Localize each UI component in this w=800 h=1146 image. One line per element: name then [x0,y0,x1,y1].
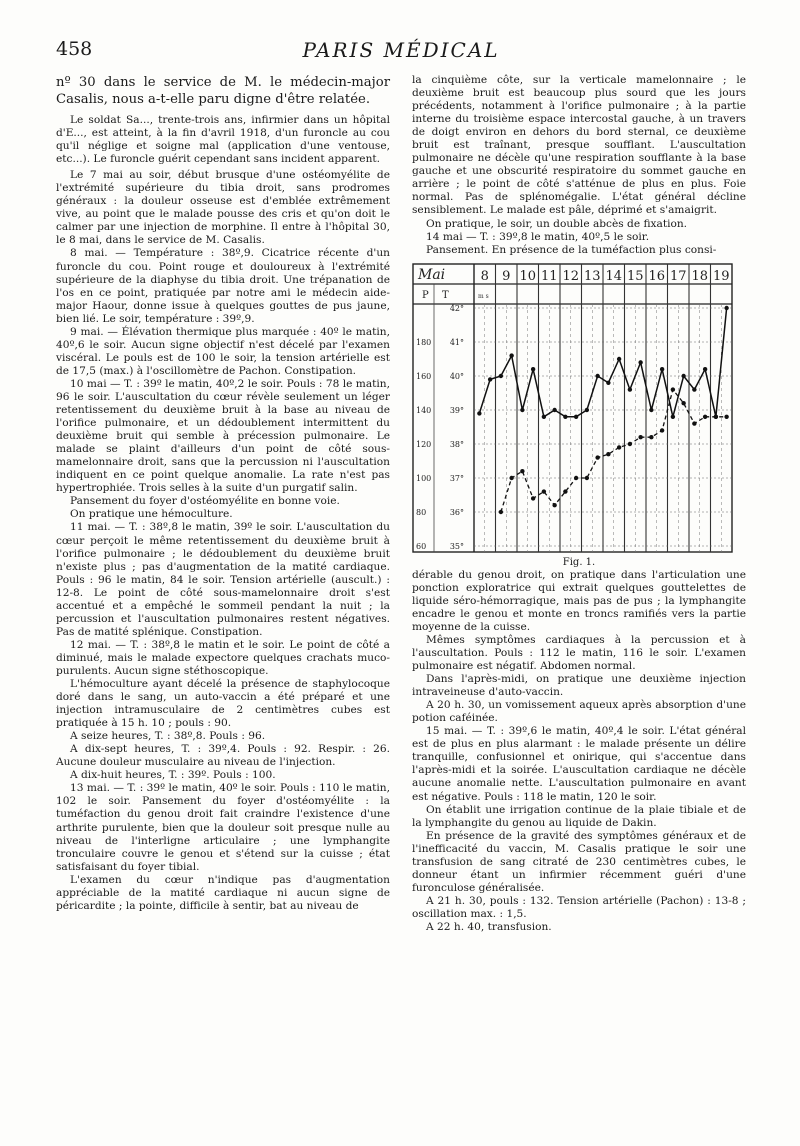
paragraph: nº 30 dans le service de M. le médecin-major Casalis, nous a-t-elle paru digne d'être relatée. [56,75,390,107]
paragraph: A 21 h. 30, pouls : 132. Tension artérielle (Pachon) : 13-8 ; oscillation max. : 1,5. [412,894,746,920]
paragraph: dérable du genou droit, on pratique dans l'articulation une ponction exploratrice qui extrait quelques gouttelettes de liquide séro-hémorragique, mais pas de pus ; la lymphangite encadre le genou et monte en troncs ramifiés vers la partie moyenne de la cuisse. [412,568,746,633]
paragraph: En présence de la gravité des symptômes généraux et de l'inefficacité du vaccin, M. Casalis pratique le soir une transfusion de sang citraté de 230 centimètres cubes, le donneur étant un infirmier récemment guéri d'une furonculose généralisée. [412,829,746,894]
left-column [56,74,390,913]
figure-caption: Fig. 1. [562,556,596,568]
day-label: 8 [480,268,489,284]
paragraph: A dix-huit heures, T. : 39º. Pouls : 100. [70,769,276,782]
temperature-tick-label: 36° [449,507,464,517]
paragraph: 11 mai. — T. : 38º,8 le matin, 39º le soir. L'auscultation du cœur perçoit le même retentissement du deuxième bruit à l'orifice pulmonaire ; le dédoublement du deuxième bruit n'existe plus ; pas d'augmentation de la matité cardiaque. Pouls : 96 le matin, 84 le soir. Tension artérielle (auscult.) : 12-8. Le point de côté sous-mamelonnaire droit s'est accentué et a empêché le sommeil pendant la nuit ; la percussion et l'auscultation pulmonaires restent négatives. Pas de matité splénique. Constipation. [56,521,390,638]
paragraph: Dans l'après-midi, on pratique une deuxième injection intraveineuse d'auto-vaccin. [412,673,746,699]
paragraph: la cinquième côte, sur la verticale mamelonnaire ; le deuxième bruit est beaucoup plus sourd que les jours précédents, notamment à l'orifice pulmonaire ; à la partie interne du troisième espace intercostal gauche, à un travers de doigt environ en dehors du bord sternal, ce deuxième bruit est traînant, presque soufflant. L'auscultation pulmonaire ne décèle qu'une respiration soufflante à la base gauche et une obscurité respiratoire du sommet gauche en arrière ; le point de côté s'atténue de plus en plus. Foie normal. Pas de splénomégalie. L'état général décline sensiblement. Le malade est pâle, déprimé et s'amaigrit. [412,74,746,217]
temperature-tick-label: 40° [449,371,464,381]
paragraph: 13 mai. — T. : 39º le matin, 40º le soir. Pouls : 110 le matin, 102 le soir. Pansement du foyer d'ostéomyélite : la tuméfaction du genou droit fait craindre l'existence d'une arthrite purulente, bien que la douleur soit presque nulle au niveau de l'interligne articulaire ; une lymphangite tronculaire couvre le genou et s'étend sur la cuisse ; état satisfaisant du foyer tibial. [56,782,390,873]
data-point [692,421,696,425]
paragraph: A 22 h. 40, transfusion. [426,920,552,933]
day-label: 11 [540,268,558,284]
paragraph: Pansement du foyer d'ostéomyélite en bonne voie. [70,495,340,508]
day-label: 18 [691,268,709,284]
data-point [606,452,610,456]
paragraph: Le 7 mai au soir, début brusque d'une ostéomyélite de l'extrémité supérieure du tibia droit, sans prodromes généraux : la douleur osseuse est d'emblée extrêmement vive, au point que le malade pousse des cris et qu'on doit le calmer par une injection de morphine. Il entre à l'hôpital 30, le 8 mai, dans le service de M. Casalis. [56,169,390,247]
pulse-tick-label: 160 [416,371,432,381]
data-point [520,469,524,473]
day-label: 9 [502,268,511,284]
data-point [585,407,589,411]
data-point [531,496,535,500]
day-label: 15 [626,268,644,284]
day-label: 12 [562,268,580,284]
temperature-tick-label: 35° [449,541,464,551]
data-point [649,435,653,439]
chart-header-label: Mai [418,266,446,283]
data-point [649,407,653,411]
data-point [563,414,567,418]
day-label: 14 [605,268,623,284]
data-point [724,305,728,309]
data-point [488,377,492,381]
data-point [703,367,707,371]
data-point [606,380,610,384]
data-point [692,387,696,391]
pulse-tick-label: 80 [416,507,427,517]
journal-title: PARIS MÉDICAL [302,38,500,62]
temperature-chart [412,262,746,554]
data-point [520,407,524,411]
data-point [531,367,535,371]
data-point [617,356,621,360]
paragraph: On établit une irrigation continue de la plaie tibiale et de la lymphangite du genou au liquide de Dakin. [412,803,746,829]
data-point [671,387,675,391]
data-point [509,353,513,357]
paragraph: Mêmes symptômes cardiaques à la percussion et à l'auscultation. Pouls : 112 le matin, 116 le soir. L'examen pulmonaire est négatif. Abdomen normal. [412,633,746,673]
temperature-tick-label: 38° [449,439,464,449]
temperature-tick-label: 39° [449,405,464,415]
paragraph: 10 mai — T. : 39º le matin, 40º,2 le soir. Pouls : 78 le matin, 96 le soir. L'auscultation du cœur révèle seulement un léger retentissement du deuxième bruit à la base au niveau de l'orifice pulmonaire, et un dédoublement intermittent du deuxième bruit qui semble à précession pulmonaire. Le malade se plaint d'ailleurs d'un point de côté sous-mamelonnaire droit, sans que la percussion ni l'auscultation indiquent en ce point quelque anomalie. La rate n'est pas hypertrophiée. Trois selles à la suite d'un purgatif salin. [56,377,390,495]
data-point [681,373,685,377]
paragraph: A dix-sept heures, T. : 39º,4. Pouls : 92. Respir. : 26. Aucune douleur musculaire au niveau de l'injection. [56,743,390,769]
data-point [563,489,567,493]
paragraph: A seize heures, T. : 38º,8. Pouls : 96. [70,730,266,743]
temperature-chart-figure [412,262,746,554]
paragraph: L'hémoculture ayant décelé la présence de staphylocoque doré dans le sang, un auto-vaccin a été préparé et une injection intramusculaire de 2 centimètres cubes est pratiquée à 15 h. 10 ; pouls : 90. [56,678,390,730]
data-point [499,509,503,513]
data-point [638,435,642,439]
data-point [714,414,718,418]
data-point [638,360,642,364]
paragraph: Le soldat Sa..., trente-trois ans, infirmier dans un hôpital d'E..., est atteint, à la fin d'avril 1918, d'un furoncle au cou qu'il néglige et soigne mal (application d'une ventouse, etc...). Le furoncle guérit cependant sans incident apparent. [56,114,390,166]
page-header [56,38,746,68]
day-label: 13 [583,268,601,284]
data-point [552,407,556,411]
data-point [628,441,632,445]
data-point [724,414,728,418]
data-point [595,455,599,459]
paragraph: On pratique, le soir, un double abcès de fixation. [426,217,688,230]
data-point [628,387,632,391]
data-point [542,414,546,418]
data-point [585,475,589,479]
data-point [660,428,664,432]
pulse-column-label: P [422,289,429,301]
morning-evening-label: m s [478,292,489,300]
paragraph: 15 mai. — T. : 39º,6 le matin, 40º,4 le soir. L'état général est de plus en plus alarmant : le malade présente un délire tranquille, confusionnel et onirique, qui s'accentue dans l'après-midi et la soirée. L'auscultation cardiaque ne décèle aucune anomalie nette. L'auscultation pulmonaire en avant est négative. Pouls : 118 le matin, 120 le soir. [412,725,746,803]
temperature-column-label: T [442,289,449,301]
data-point [477,411,481,415]
data-point [574,414,578,418]
pulse-tick-label: 120 [416,439,432,449]
temperature-tick-label: 42° [449,303,464,313]
day-label: 10 [519,268,537,284]
data-point [552,503,556,507]
data-point [671,414,675,418]
paragraph: L'examen du cœur n'indique pas d'augmentation appréciable de la matité cardiaque ni aucun signe de péricardite ; la pointe, difficile à sentir, bat au niveau de [56,873,390,912]
data-point [681,401,685,405]
data-point [574,475,578,479]
right-column [412,74,746,934]
day-label: 19 [712,268,730,284]
data-point [499,373,503,377]
paragraph: 12 mai. — T. : 38º,8 le matin et le soir. Le point de côté a diminué, mais le malade expectore quelques crachats muco-purulents. Aucun signe stéthoscopique. [56,638,390,677]
data-point [703,414,707,418]
pulse-tick-label: 100 [416,473,432,483]
paragraph: A 20 h. 30, un vomissement aqueux après absorption d'une potion caféinée. [412,699,746,725]
paragraph: 14 mai — T. : 39º,8 le matin, 40º,5 le soir. [426,230,650,243]
data-point [542,489,546,493]
data-point [660,367,664,371]
paragraph: 9 mai. — Élévation thermique plus marquée : 40º le matin, 40º,6 le soir. Aucun signe objectif n'est décelé par l'examen viscéral. Le pouls est de 100 le soir, la tension artérielle est de 17,5 (max.) à l'oscillomètre de Pachon. Constipation. [56,325,390,377]
paragraph: Pansement. En présence de la tuméfaction plus consi- [426,243,717,256]
day-label: 17 [669,268,687,284]
day-label: 16 [648,268,666,284]
paragraph: On pratique une hémoculture. [70,508,233,521]
data-point [617,445,621,449]
temperature-tick-label: 37° [449,473,464,483]
pulse-tick-label: 60 [416,541,427,551]
data-point [595,373,599,377]
page-number: 458 [56,38,93,60]
data-point [509,475,513,479]
pulse-tick-label: 140 [416,405,432,415]
temperature-tick-label: 41° [449,337,464,347]
pulse-tick-label: 180 [416,337,432,347]
paragraph: 8 mai. — Température : 38º,9. Cicatrice récente d'un furoncle du cou. Point rouge et douloureux à l'extrémité supérieure de la diaphyse du tibia droit. Une trépanation de l'os en ce point, pratiquée par notre ami le médecin aide-major Haour, donne issue à quelques gouttes de pus jaune, bien lié. Le soir, température : 39º,9. [56,247,390,325]
